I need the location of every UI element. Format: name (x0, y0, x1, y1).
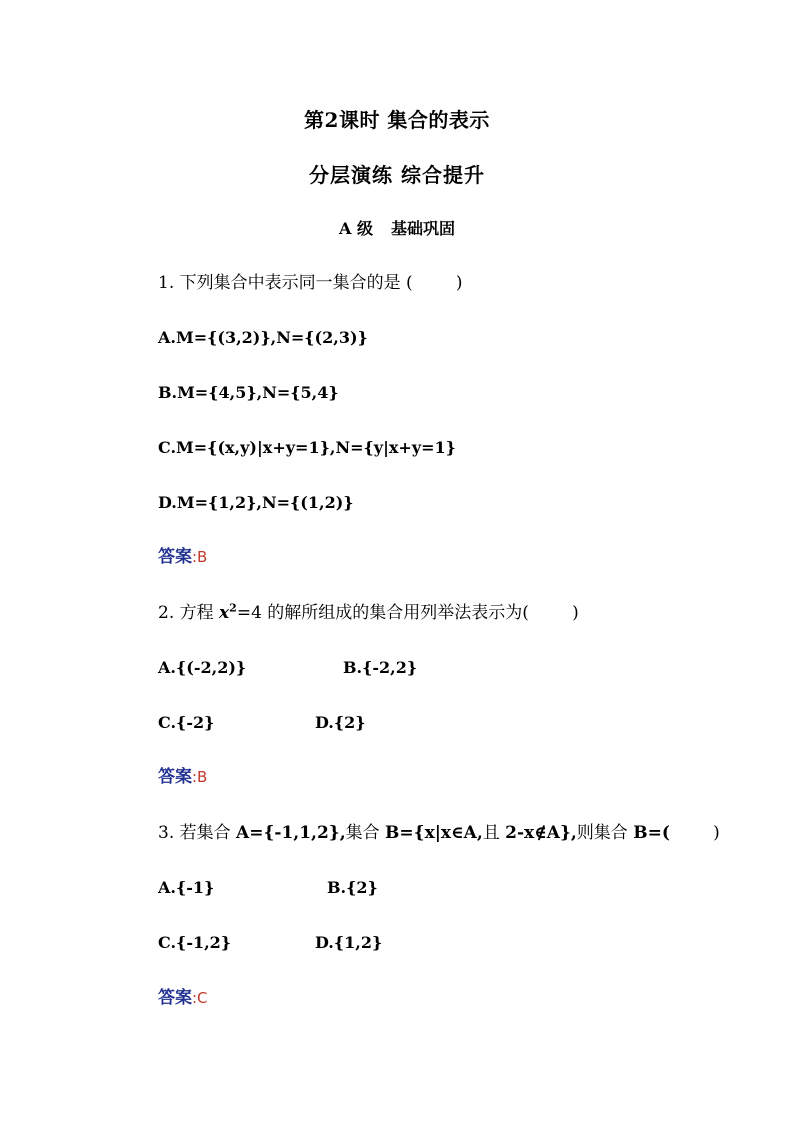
question-2-option-b (343, 657, 417, 679)
option-text: {-2} (176, 713, 215, 732)
option-text: {2} (346, 878, 378, 897)
question-2-answer (158, 766, 207, 788)
answer-label: 答案 (158, 547, 192, 567)
question-1-option-a (158, 327, 368, 349)
question-3-set-b: B={x|x∈A, (385, 823, 483, 843)
question-3-answer (158, 987, 208, 1009)
question-1-text: 1. 下列集合中表示同一集合的是 ( (158, 273, 413, 293)
option-label: B. (343, 658, 363, 677)
question-1-blank (413, 273, 456, 293)
option-label: A. (158, 328, 176, 347)
option-text: {1,2} (333, 933, 383, 952)
option-text: {-1} (175, 878, 215, 897)
answer-label: 答案 (158, 767, 192, 787)
option-label: D. (158, 493, 177, 512)
question-2-blank (529, 603, 572, 623)
question-3-set-b-2: B=( (633, 823, 670, 843)
option-label: D. (315, 713, 334, 732)
option-text: M={(x,y)|x+y=1},N={y|x+y=1} (176, 438, 456, 457)
question-2-exponent: 2 (229, 601, 237, 615)
level-name: 基础巩固 (390, 219, 455, 238)
question-3-option-d (315, 932, 382, 954)
option-label: D. (315, 933, 334, 952)
question-1-option-b (158, 382, 339, 404)
question-1-option-d (158, 492, 354, 514)
option-label: C. (158, 713, 177, 732)
question-1-answer (158, 546, 207, 568)
option-text: {-1,2} (176, 933, 232, 952)
question-3-text-3: 且 (482, 823, 506, 843)
question-3-blank (670, 823, 713, 843)
question-3-text-2: 集合 (345, 823, 386, 843)
question-2-text: 2. 方程 (158, 603, 220, 623)
question-3-text-4: 则集合 (576, 823, 634, 843)
answer-value: :B (192, 548, 208, 566)
question-3-option-c (158, 932, 231, 954)
question-3-close: ) (713, 823, 720, 843)
option-text: M={(3,2)},N={(2,3)} (175, 328, 368, 347)
option-label: C. (158, 438, 177, 457)
question-2-option-c (158, 712, 214, 734)
option-text: M={1,2},N={(1,2)} (176, 493, 354, 512)
page-title: 第2课时 集合的表示 (304, 108, 490, 132)
question-2-close: ) (572, 603, 579, 623)
question-3-option-b (327, 877, 378, 899)
question-3-condition: 2-x∉A}, (505, 823, 577, 843)
question-2-option-d (315, 712, 366, 734)
question-1-close: ) (455, 273, 463, 293)
option-label: C. (158, 933, 177, 952)
answer-value: :C (192, 989, 208, 1007)
question-3-text: 3. 若集合 (158, 823, 237, 843)
question-2-variable: x (219, 603, 230, 623)
question-2-stem (158, 602, 579, 624)
answer-value: :B (192, 768, 208, 786)
option-label: A. (158, 658, 176, 677)
option-label: B. (158, 383, 178, 402)
option-label: A. (158, 878, 176, 897)
question-1-option-c (158, 437, 456, 459)
question-2-option-a (158, 657, 246, 679)
question-2-rest: =4 的解所组成的集合用列举法表示为( (236, 603, 529, 623)
level-heading (0, 216, 794, 239)
question-3-set-a: A={-1,1,2}, (236, 823, 346, 843)
level-prefix: A 级 (338, 219, 373, 238)
option-label: B. (327, 878, 347, 897)
option-text: {2} (333, 713, 366, 732)
option-text: {(-2,2)} (175, 658, 247, 677)
answer-label: 答案 (158, 988, 192, 1008)
question-3-option-a (158, 877, 214, 899)
page-subtitle: 分层演练 综合提升 (309, 163, 485, 187)
option-text: {-2,2} (362, 658, 418, 677)
question-1-stem (158, 272, 463, 294)
option-text: M={4,5},N={5,4} (177, 383, 339, 402)
question-3-stem (158, 822, 720, 844)
